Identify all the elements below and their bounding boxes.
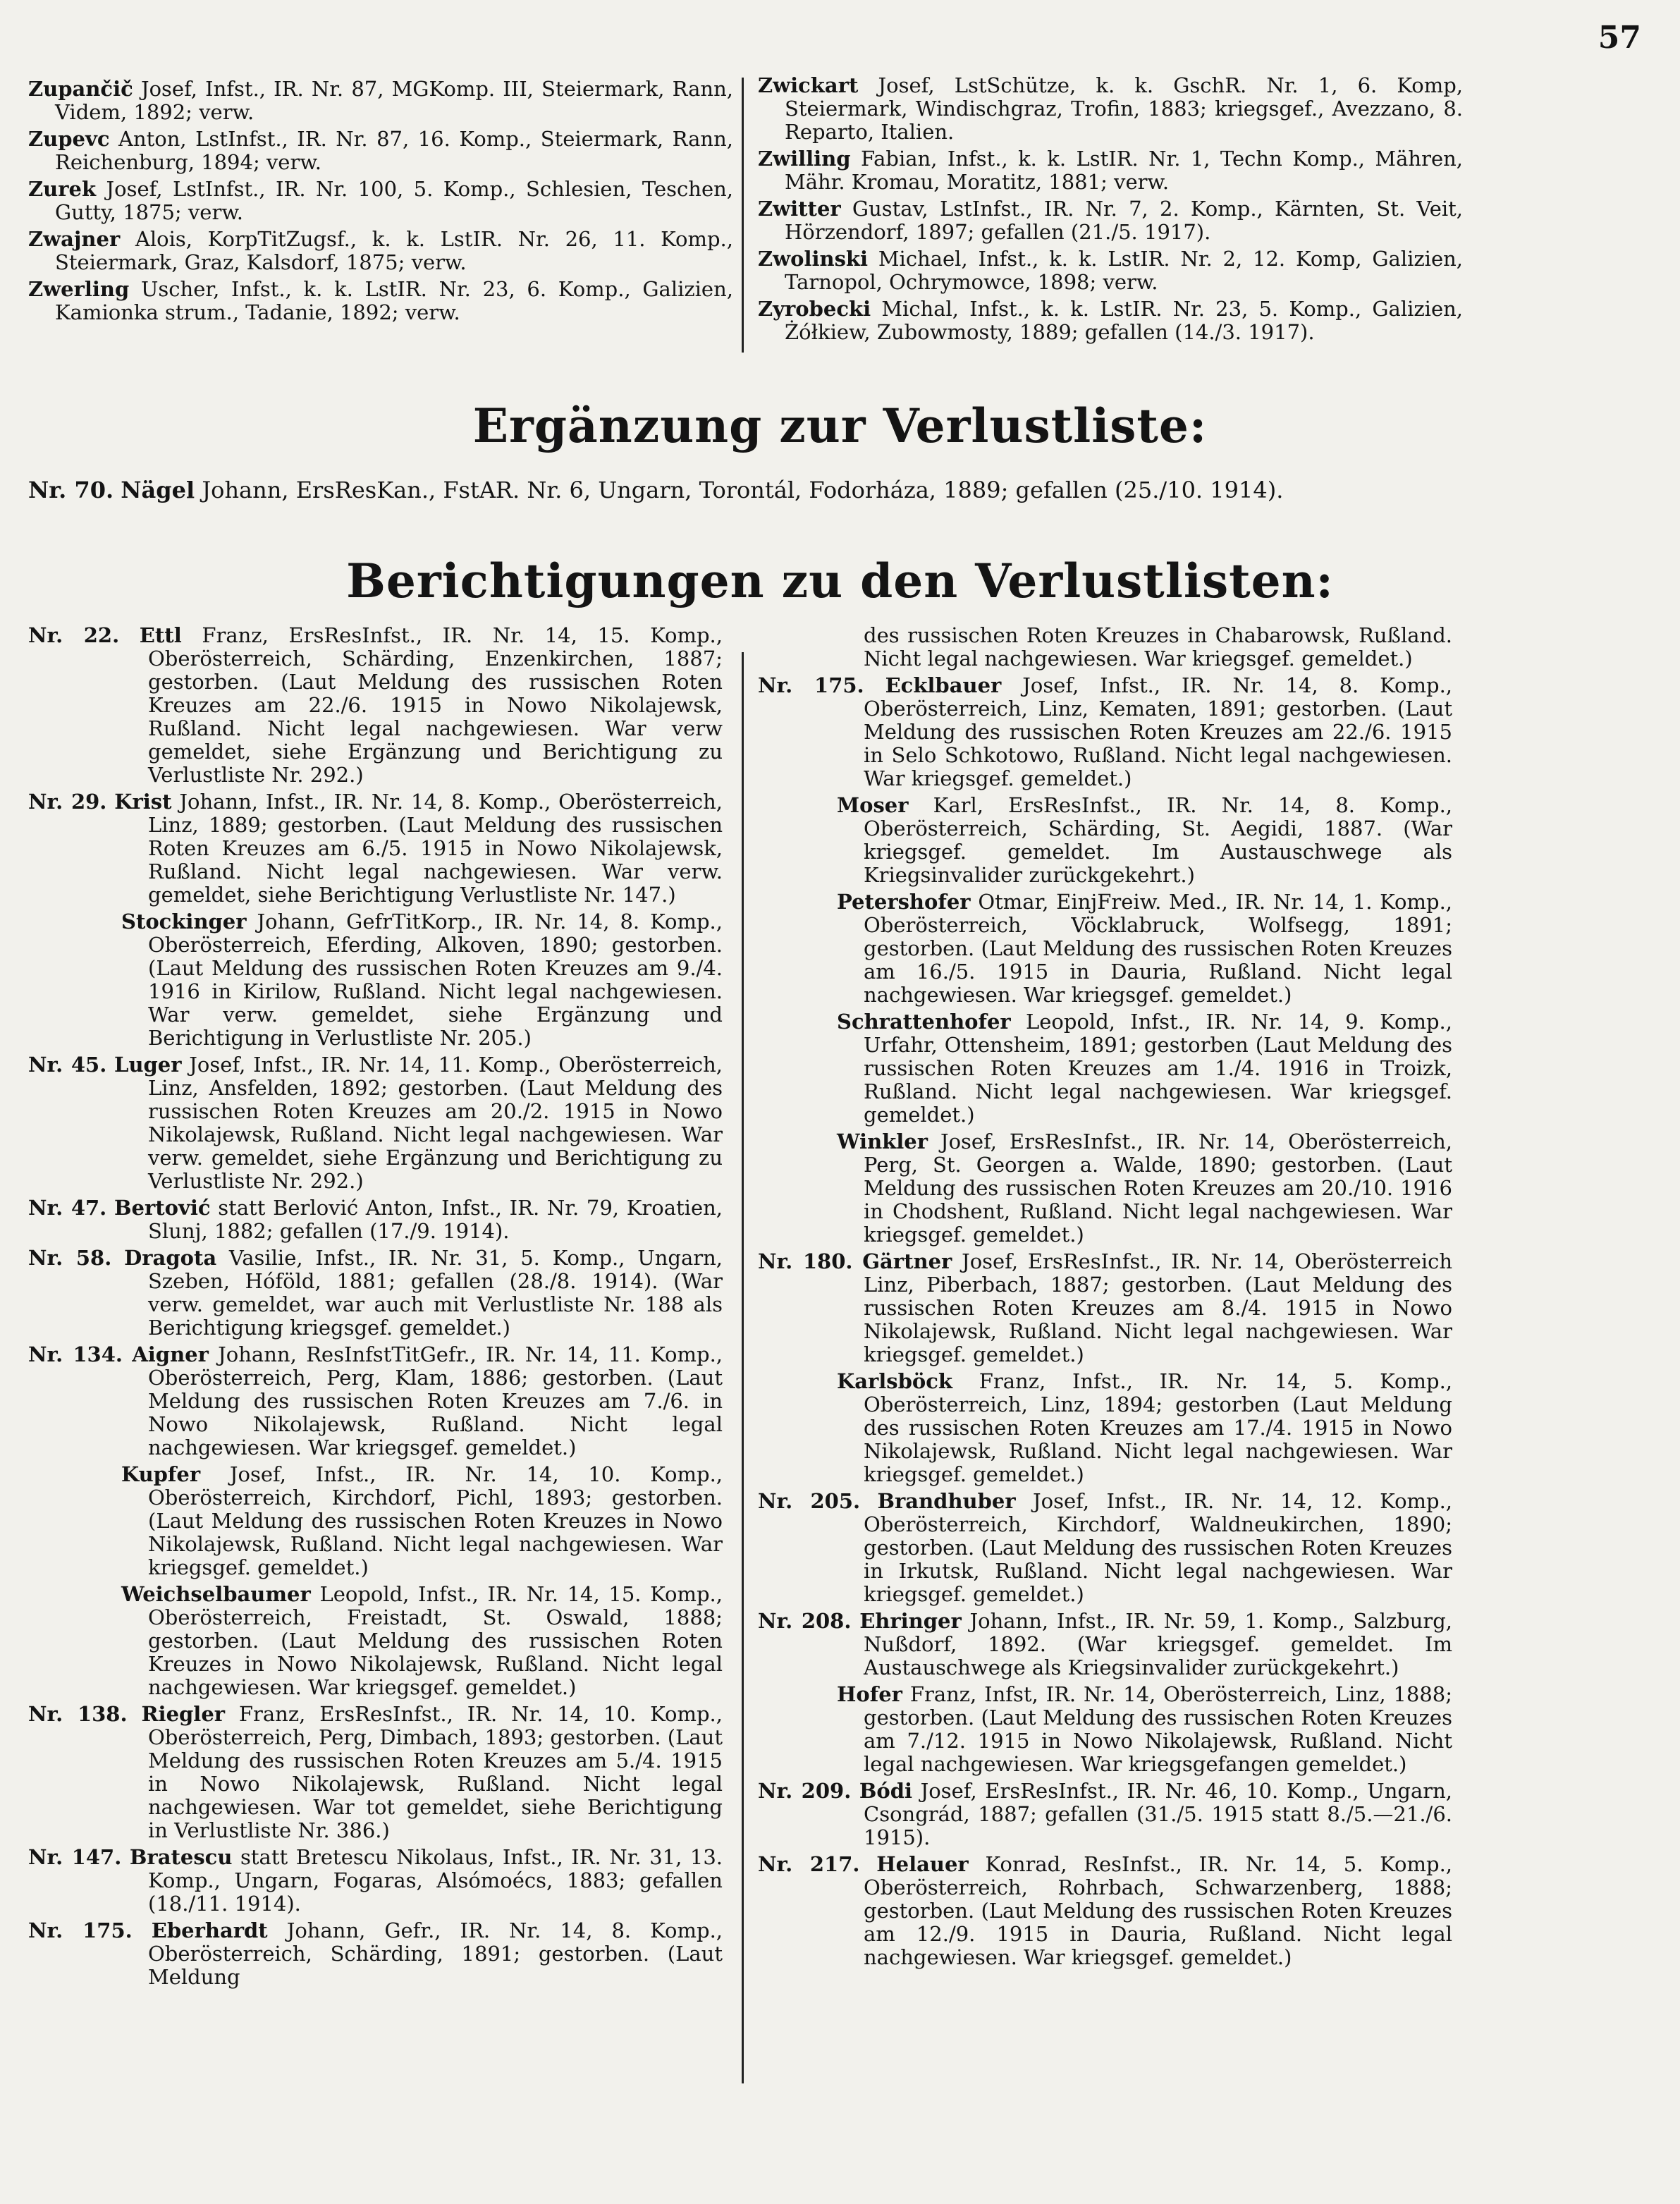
entry-name: Ettl: [139, 623, 182, 647]
list-entry: [28, 1583, 723, 1699]
top-right-column: [758, 74, 1463, 348]
list-entry: [758, 298, 1463, 344]
list-entry: [758, 794, 1452, 887]
entry-name: Dragota: [124, 1246, 217, 1270]
entry-number: Nr. 138.: [28, 1702, 128, 1726]
list-entry: [28, 228, 733, 274]
list-entry: [758, 74, 1463, 144]
right-column: [758, 624, 1452, 1973]
entry-name: Zwickart: [758, 73, 859, 97]
entry-name: Winkler: [837, 1129, 928, 1153]
entry-name: Helauer: [876, 1852, 969, 1876]
entry-number: Nr. 22.: [28, 623, 120, 647]
entry-text: Josef, LstInfst., IR. Nr. 100, 5. Komp., Schlesien, Teschen, Gutty, 1875; verw.: [55, 177, 734, 224]
entry-name: Aigner: [132, 1342, 209, 1366]
entry-name: Bódi: [859, 1779, 913, 1803]
entry-text: Johann, ResInfstTitGefr., IR. Nr. 14, 11. Komp., Oberösterreich, Perg, Klam, 1886; gestorben. (Laut Meldung des russischen Roten Kreuzes am 7./6. in Nowo Nikolajewsk, Rußland. Nicht legal nachgewiesen. War kriegsgef. gemeldet.): [148, 1342, 723, 1459]
list-entry: [28, 910, 723, 1050]
list-entry: [28, 128, 733, 174]
column-divider-main: [742, 652, 744, 2083]
entry-text: Franz, ErsResInfst., IR. Nr. 14, 15. Komp., Oberösterreich, Schärding, Enzenkirchen, 1887; gestorben. (Laut Meldung des russischen Roten Kreuzes am 22./6. 1915 in Nowo Nikolajewsk, Rußland. Nicht legal nachgewiesen. War verw gemeldet, siehe Ergänzung und Berichtigung zu Verlustliste Nr. 292.): [148, 623, 723, 787]
entry-name: Zupevc: [28, 127, 110, 151]
entry-text: Alois, KorpTitZugsf., k. k. LstIR. Nr. 26, 11. Komp., Steiermark, Graz, Kalsdorf, 1875; verw.: [55, 227, 733, 274]
erganzung-entry: [28, 476, 1638, 504]
entry-text: Franz, Infst., IR. Nr. 14, 5. Komp., Oberösterreich, Linz, 1894; gestorben (Laut Meldung des russischen Roten Kreuzes am 17./4. 1915 in Nowo Nikolajewsk, Rußland. Nicht legal nachgewiesen. War kriegsgef. gemeldet.): [864, 1369, 1453, 1486]
entry-text: statt Berlović Anton, Infst., IR. Nr. 79, Kroatien, Slunj, 1882; gefallen (17./9. 1914).: [148, 1196, 723, 1243]
entry-text: Johann, Infst., IR. Nr. 59, 1. Komp., Salzburg, Nußdorf, 1892. (War kriegsgef. gemeldet. Im Austauschwege als Kriegsinvalider zurückgekehrt.): [864, 1609, 1453, 1679]
list-entry: [28, 278, 733, 324]
entry-text: Gustav, LstInfst., IR. Nr. 7, 2. Komp., Kärnten, St. Veit, Hörzendorf, 1897; gefallen (21./5. 1917).: [785, 197, 1463, 244]
list-entry: [28, 1846, 723, 1916]
entry-text: Otmar, EinjFreiw. Med., IR. Nr. 14, 1. Komp., Oberösterreich, Vöcklabruck, Wolfsegg, 1891; gestorben. (Laut Meldung des russischen Roten Kreuzes am 16./5. 1915 in Dauria, Rußland. Nicht legal nachgewiesen. War kriegsgef. gemeldet.): [864, 890, 1453, 1007]
entry-number: Nr. 209.: [758, 1779, 852, 1803]
entry-text: Michael, Infst., k. k. LstIR. Nr. 2, 12. Komp, Galizien, Tarnopol, Ochrymowce, 1898; verw.: [785, 247, 1463, 294]
entry-name: Zwolinski: [758, 247, 869, 271]
entry-text: Michal, Infst., k. k. LstIR. Nr. 23, 5. Komp., Galizien, Żółkiew, Zubowmosty, 1889; gefallen (14./3. 1917).: [785, 297, 1463, 344]
list-entry: [758, 247, 1463, 294]
entry-text: Johann, ErsResKan., FstAR. Nr. 6, Ungarn, Torontál, Fodorháza, 1889; gefallen (25./10. 1914).: [202, 477, 1284, 503]
entry-number: Nr. 29.: [28, 790, 107, 814]
entry-text: Fabian, Infst., k. k. LstIR. Nr. 1, Techn Komp., Mähren, Mähr. Kromau, Moratitz, 1881; verw.: [785, 147, 1463, 194]
entry-text: Josef, Infst., IR. Nr. 14, 12. Komp., Oberösterreich, Kirchdorf, Waldneukirchen, 1890; gestorben. (Laut Meldung des russischen Roten Kreuzes in Irkutsk, Rußland. Nicht legal nachgewiesen. War kriegsgef. gemeldet.): [864, 1489, 1453, 1606]
list-entry: [758, 1490, 1452, 1606]
entry-name: Moser: [837, 793, 909, 817]
list-entry: [758, 1683, 1452, 1776]
list-entry: [758, 1370, 1452, 1486]
entry-number: Nr. 175.: [28, 1918, 133, 1942]
entry-name: Weichselbaumer: [121, 1582, 311, 1606]
list-entry: [758, 1853, 1452, 1969]
list-entry: [758, 674, 1452, 790]
entry-text: Johann, Infst., IR. Nr. 14, 8. Komp., Oberösterreich, Linz, 1889; gestorben. (Laut Meldung des russischen Roten Kreuzes am 6./5. 1915 in Nowo Nikolajewsk, Rußland. Nicht legal nachgewiesen. War verw. gemeldet, siehe Berichtigung Verlustliste Nr. 147.): [148, 790, 723, 907]
entry-text: Josef, Infst., IR. Nr. 14, 8. Komp., Oberösterreich, Linz, Kematen, 1891; gestorben. (Laut Meldung des russischen Roten Kreuzes am 22./6. 1915 in Selo Schkotowo, Rußland. Nicht legal nachgewiesen. War kriegsgef. gemeldet.): [864, 673, 1453, 790]
entry-name: Riegler: [141, 1702, 226, 1726]
entry-number: Nr. 45.: [28, 1053, 107, 1077]
entry-number: Nr. 175.: [758, 673, 864, 697]
entry-number: Nr. 47.: [28, 1196, 107, 1220]
entry-text: Leopold, Infst., IR. Nr. 14, 9. Komp., Urfahr, Ottensheim, 1891; gestorben (Laut Meldung des russischen Roten Kreuzes am 1./4. 1916 in Troizk, Rußland. Nicht legal nachgewiesen. War kriegsgef. gemeldet.): [864, 1010, 1452, 1127]
entry-name: Brandhuber: [877, 1489, 1016, 1513]
entry-name: Ecklbauer: [885, 673, 1002, 697]
entry-name: Zyrobecki: [758, 297, 871, 321]
entry-name: Kupfer: [121, 1462, 201, 1486]
heading-berichtigungen: Berichtigungen zu den Verlustlisten:: [346, 553, 1334, 608]
entry-name: Zwajner: [28, 227, 121, 251]
entry-name: Krist: [114, 790, 172, 814]
list-entry: [758, 1610, 1452, 1679]
list-entry: [758, 1010, 1452, 1127]
entry-name: Petershofer: [837, 890, 971, 914]
entry-number: Nr. 208.: [758, 1609, 852, 1633]
entry-text: statt Bretescu Nikolaus, Infst., IR. Nr. 31, 13. Komp., Ungarn, Fogaras, Alsómoécs, 1883; gefallen (18./11. 1914).: [148, 1845, 723, 1916]
list-entry: [28, 1196, 723, 1243]
entry-name: Ehringer: [859, 1609, 962, 1633]
entry-text: Josef, ErsResInfst., IR. Nr. 14, Oberösterreich, Perg, St. Georgen a. Walde, 1890; gestorben. (Laut Meldung des russischen Roten Kreuzes am 20./10. 1916 in Chodshent, Rußland. Nicht legal nachgewiesen. War kriegsgef. gemeldet.): [864, 1129, 1452, 1247]
heading-erganzung: Ergänzung zur Verlustliste:: [472, 398, 1208, 453]
list-entry: [758, 1250, 1452, 1366]
top-left-column: [28, 78, 733, 328]
list-entry: [28, 1053, 723, 1193]
entry-text: Leopold, Infst., IR. Nr. 14, 15. Komp., Oberösterreich, Freistadt, St. Oswald, 1888; gestorben. (Laut Meldung des russischen Roten Kreuzes in Nowo Nikolajewsk, Rußland. Nicht legal nachgewiesen. War kriegsgef. gemeldet.): [148, 1582, 723, 1699]
entry-name: Luger: [114, 1053, 182, 1077]
entry-text: Josef, ErsResInfst., IR. Nr. 46, 10. Komp., Ungarn, Csongrád, 1887; gefallen (31./5. 1915 statt 8./5.—21./6. 1915).: [864, 1779, 1453, 1849]
entry-text: Franz, Infst, IR. Nr. 14, Oberösterreich, Linz, 1888; gestorben. (Laut Meldung des russischen Roten Kreuzes am 7./12. 1915 in Nowo Nikolajewsk, Rußland. Nicht legal nachgewiesen. War kriegsgefangen gemeldet.): [864, 1682, 1452, 1776]
entry-name: Schrattenhofer: [837, 1010, 1011, 1034]
column-divider-top: [742, 78, 744, 353]
entry-name: Bratescu: [129, 1845, 233, 1869]
list-entry: [28, 624, 723, 787]
list-entry: [758, 147, 1463, 194]
list-entry: [28, 790, 723, 907]
entry-number: Nr. 147.: [28, 1845, 122, 1869]
entry-name: Stockinger: [121, 910, 247, 933]
entry-text: Johann, Gefr., IR. Nr. 14, 8. Komp., Oberösterreich, Schärding, 1891; gestorben. (Laut Meldung: [148, 1918, 723, 1989]
list-entry: [28, 78, 733, 124]
entry-name: Zupančič: [28, 77, 133, 101]
entry-text: Vasilie, Infst., IR. Nr. 31, 5. Komp., Ungarn, Szeben, Hóföld, 1881; gefallen (28./8. 1914). (War verw. gemeldet, war auch mit Verlustliste Nr. 188 als Berichtigung kriegsgef. gemeldet.): [148, 1246, 723, 1340]
entry-text: Josef, LstSchütze, k. k. GschR. Nr. 1, 6. Komp, Steiermark, Windischgraz, Trofin, 1883; kriegsgef., Avezzano, 8. Reparto, Italien.: [785, 73, 1464, 144]
entry-name: Zwitter: [758, 197, 841, 221]
list-entry: [28, 1463, 723, 1579]
list-entry: [758, 890, 1452, 1007]
list-entry: [28, 1919, 723, 1989]
entry-text: Anton, LstInfst., IR. Nr. 87, 16. Komp., Steiermark, Rann, Reichenburg, 1894; verw.: [55, 127, 733, 174]
entry-text: Karl, ErsResInfst., IR. Nr. 14, 8. Komp., Oberösterreich, Schärding, St. Aegidi, 1887. (War kriegsgef. gemeldet. Im Austauschwege als Kriegsinvalider zurückgekehrt.): [864, 793, 1453, 887]
entry-name: Eberhardt: [151, 1918, 268, 1942]
entry-number: Nr. 205.: [758, 1489, 861, 1513]
entry-name: Nägel: [121, 477, 195, 503]
entry-number: Nr. 217.: [758, 1852, 860, 1876]
continuation-text: des russischen Roten Kreuzes in Chabarowsk, Rußland. Nicht legal nachgewiesen. War kriegsgef. gemeldet.): [864, 623, 1452, 671]
entry-name: Karlsböck: [837, 1369, 952, 1393]
entry-text: Josef, Infst., IR. Nr. 14, 10. Komp., Oberösterreich, Kirchdorf, Pichl, 1893; gestorben. (Laut Meldung des russischen Roten Kreuzes in Nowo Nikolajewsk, Rußland. Nicht legal nachgewiesen. War kriegsgef. gemeldet.): [148, 1462, 723, 1579]
entry-name: Zwerling: [28, 277, 130, 301]
entry-name: Zurek: [28, 177, 97, 201]
entry-number: Nr. 70.: [28, 477, 114, 503]
list-entry: [28, 1247, 723, 1340]
left-column: [28, 624, 723, 1992]
entry-text: Franz, ErsResInfst., IR. Nr. 14, 10. Komp., Oberösterreich, Perg, Dimbach, 1893; gestorben. (Laut Meldung des russischen Roten Kreuzes am 5./4. 1915 in Nowo Nikolajewsk, Rußland. Nicht legal nachgewiesen. War tot gemeldet, siehe Berichtigung in Verlustliste Nr. 386.): [148, 1702, 723, 1842]
entry-text: Uscher, Infst., k. k. LstIR. Nr. 23, 6. Komp., Galizien, Kamionka strum., Tadanie, 1892; verw.: [55, 277, 733, 324]
entry-number: Nr. 58.: [28, 1246, 112, 1270]
entry-number: Nr. 180.: [758, 1249, 853, 1273]
list-entry: [28, 1703, 723, 1842]
list-entry: [758, 197, 1463, 244]
page-number: 57: [1598, 20, 1641, 56]
list-entry: [28, 1343, 723, 1459]
entry-text: Josef, Infst., IR. Nr. 87, MGKomp. III, Steiermark, Rann, Videm, 1892; verw.: [55, 77, 734, 124]
entry-name: Gärtner: [862, 1249, 952, 1273]
entry-text: Konrad, ResInfst., IR. Nr. 14, 5. Komp., Oberösterreich, Rohrbach, Schwarzenberg, 1888; gestorben. (Laut Meldung des russischen Roten Kreuzes am 12./9. 1915 in Dauria, Rußland. Nicht legal nachgewiesen. War kriegsgef. gemeldet.): [864, 1852, 1453, 1969]
list-entry: [758, 1130, 1452, 1247]
entry-name: Zwilling: [758, 147, 851, 171]
entry-name: Hofer: [837, 1682, 902, 1706]
entry-number: Nr. 134.: [28, 1342, 123, 1366]
entry-text: Josef, ErsResInfst., IR. Nr. 14, Oberösterreich Linz, Piberbach, 1887; gestorben. (Laut Meldung des russischen Roten Kreuzes am 8./4. 1915 in Nowo Nikolajewsk, Rußland. Nicht legal nachgewiesen. War kriegsgef. gemeldet.): [864, 1249, 1453, 1366]
list-entry: [28, 178, 733, 224]
entry-text: Josef, Infst., IR. Nr. 14, 11. Komp., Oberösterreich, Linz, Ansfelden, 1892; gestorben. (Laut Meldung des russischen Roten Kreuzes am 20./2. 1915 in Nowo Nikolajewsk, Rußland. Nicht legal nachgewiesen. War verw. gemeldet, siehe Ergänzung und Berichtigung zu Verlustliste Nr. 292.): [148, 1053, 723, 1193]
list-entry: [758, 1780, 1452, 1849]
entry-name: Bertović: [114, 1196, 211, 1220]
entry-text: Johann, GefrTitKorp., IR. Nr. 14, 8. Komp., Oberösterreich, Eferding, Alkoven, 1890; gestorben. (Laut Meldung des russischen Roten Kreuzes am 9./4. 1916 in Kirilow, Rußland. Nicht legal nachgewiesen. War verw. gemeldet, siehe Ergänzung und Berichtigung in Verlustliste Nr. 205.): [148, 910, 723, 1050]
